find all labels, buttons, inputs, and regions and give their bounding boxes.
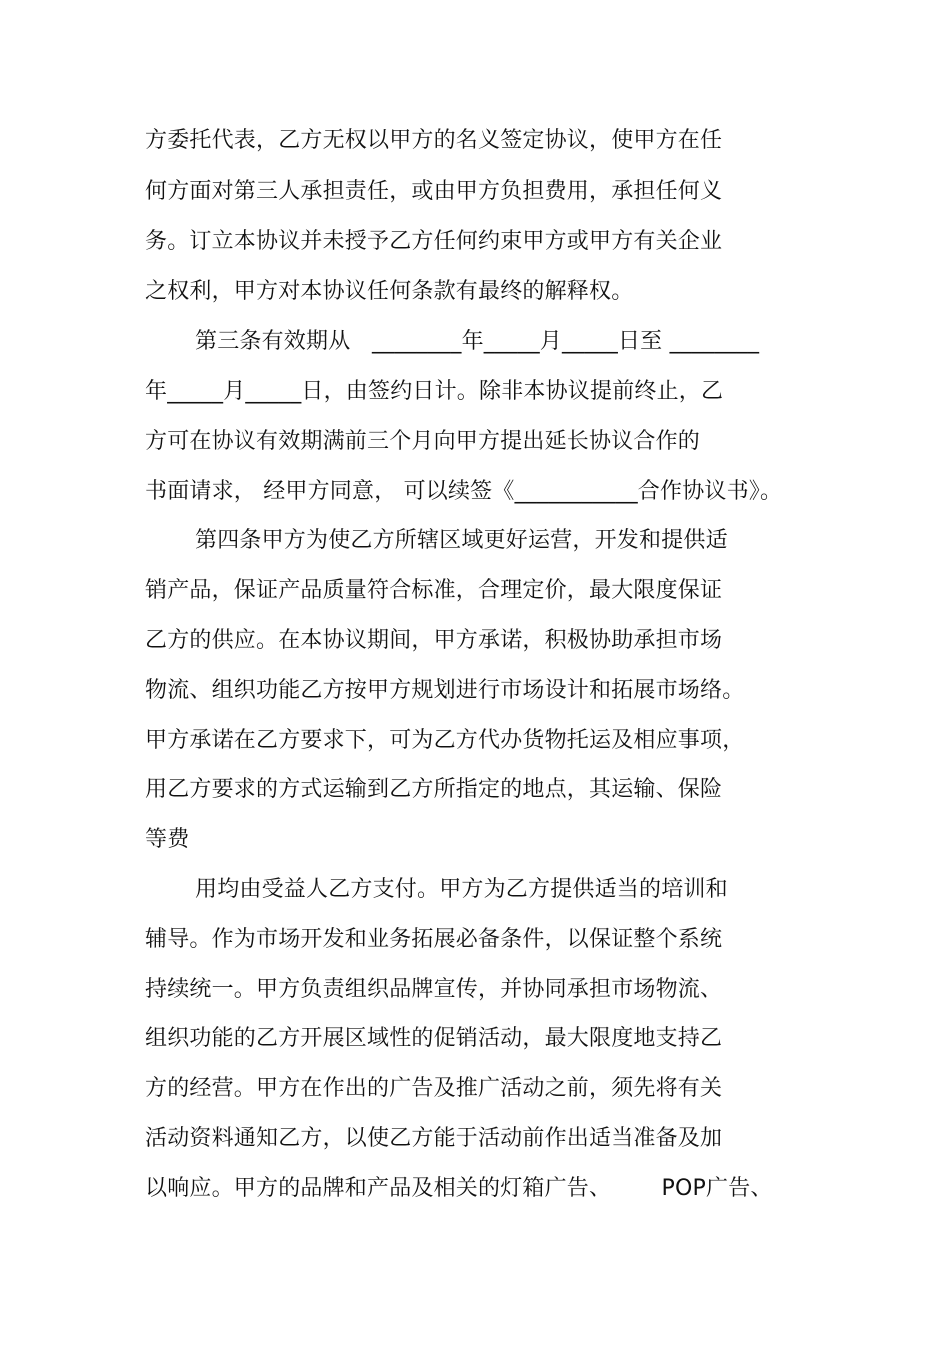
text-line: 何方面对第三人承担责任，或由甲方负担费用，承担任何义: [145, 179, 723, 204]
text-line: 之权利，甲方对本协议任何条款有最终的解释权。: [145, 279, 634, 304]
text-line: 务。订立本协议并未授予乙方任何约束甲方或甲方有关企业: [145, 229, 723, 254]
text-line: 用乙方要求的方式运输到乙方所指定的地点，其运输、保险: [145, 777, 723, 802]
text-line: 乙方的供应。在本协议期间，甲方承诺，积极协助承担市场: [145, 628, 723, 653]
article-4-heading-line: 第四条甲方为使乙方所辖区域更好运营，开发和提供适: [195, 528, 728, 553]
text-line: 用均由受益人乙方支付。甲方为乙方提供适当的培训和: [195, 877, 728, 902]
text-line: 年_____月_____日，由签约日计。除非本协议提前终止，乙: [145, 379, 724, 404]
text-line: 活动资料通知乙方，以使乙方能于活动前作出适当准备及加: [145, 1126, 723, 1151]
text-line: 方可在协议有效期满前三个月向甲方提出延长协议合作的: [145, 429, 701, 454]
text-line: 辅导。作为市场开发和业务拓展必备条件，以保证整个系统: [145, 927, 723, 952]
text-line: 持续统一。甲方负责组织品牌宣传，并协同承担市场物流、: [145, 977, 723, 1002]
text-line: 销产品，保证产品质量符合标准，合理定价，最大限度保证: [145, 578, 723, 603]
text-line: 书面请求， 经甲方同意， 可以续签《___________合作协议书》。: [145, 479, 783, 504]
text-line: 方的经营。甲方在作出的广告及推广活动之前，须先将有关: [145, 1076, 723, 1101]
text-line: 以响应。甲方的品牌和产品及相关的灯箱广告、 POP广告、: [145, 1176, 773, 1201]
article-3-heading-line: 第三条有效期从 ________年_____月_____日至 ________: [195, 329, 760, 354]
text-line: 物流、组织功能乙方按甲方规划进行市场设计和拓展市场络。: [145, 678, 745, 703]
text-line: 等费: [145, 827, 190, 852]
text-line: 甲方承诺在乙方要求下，可为乙方代办货物托运及相应事项，: [145, 728, 745, 753]
text-line: 组织功能的乙方开展区域性的促销活动，最大限度地支持乙: [145, 1026, 723, 1051]
text-line: 方委托代表，乙方无权以甲方的名义签定协议，使甲方在任: [145, 128, 723, 153]
